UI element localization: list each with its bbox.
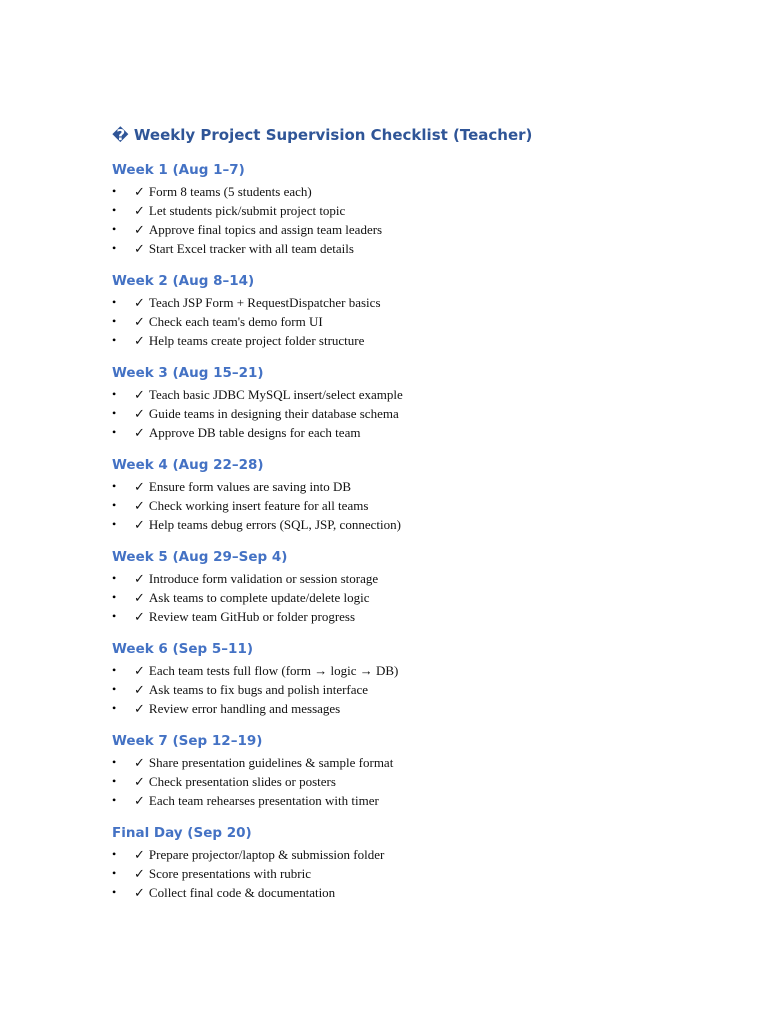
checkmark-icon: ✓ (134, 314, 145, 329)
checkmark-icon: ✓ (134, 571, 145, 586)
checklist-item (112, 845, 732, 864)
bullet-icon: • (112, 847, 117, 861)
checklist-item (112, 569, 732, 588)
checklist-item (112, 588, 732, 607)
bullet-icon: • (112, 387, 117, 401)
checkmark-icon: ✓ (134, 425, 145, 440)
checklist-items (112, 182, 732, 258)
checkmark-icon: ✓ (134, 203, 145, 218)
checkmark-icon: ✓ (134, 682, 145, 697)
checklist-item-text: Approve final topics and assign team leaders (148, 222, 383, 237)
checklist-item (112, 753, 732, 772)
week-heading: Final Day (Sep 20) (112, 825, 252, 841)
bullet-icon: • (112, 609, 117, 623)
bullet-icon: • (112, 295, 117, 309)
week-section (112, 271, 732, 350)
bullet-icon: • (112, 663, 117, 677)
checklist-item-text: Share presentation guidelines & sample format (148, 755, 394, 770)
checkmark-icon: ✓ (134, 333, 145, 348)
week-section (112, 639, 732, 718)
checkmark-icon: ✓ (134, 755, 145, 770)
checklist-items (112, 293, 732, 350)
checklist-item-text: Introduce form validation or session storage (148, 571, 379, 586)
bullet-icon: • (112, 866, 117, 880)
checkmark-icon: ✓ (134, 847, 145, 862)
checklist-item (112, 331, 732, 350)
checkmark-icon: ✓ (134, 241, 145, 256)
week-section (112, 547, 732, 626)
checklist-item-text: Ask teams to fix bugs and polish interface (148, 682, 369, 697)
checkmark-icon: ✓ (134, 866, 145, 881)
checklist-item-text: Form 8 teams (5 students each) (148, 184, 312, 199)
checklist-item-text: Check working insert feature for all teams (148, 498, 369, 513)
bullet-icon: • (112, 885, 117, 899)
checkmark-icon: ✓ (134, 479, 145, 494)
week-section (112, 823, 732, 902)
checklist-item (112, 791, 732, 810)
checkmark-icon: ✓ (134, 701, 145, 716)
checklist-item (112, 404, 732, 423)
bullet-icon: • (112, 184, 117, 198)
bullet-icon: • (112, 774, 117, 788)
checklist-item (112, 661, 732, 680)
checklist-item (112, 477, 732, 496)
week-heading: Week 6 (Sep 5–11) (112, 641, 254, 657)
checklist-item (112, 496, 732, 515)
checklist-item-text: Check presentation slides or posters (148, 774, 336, 789)
checklist-item (112, 220, 732, 239)
checklist-item (112, 293, 732, 312)
checklist-items (112, 661, 732, 718)
checklist-item (112, 680, 732, 699)
checkmark-icon: ✓ (134, 517, 145, 532)
checklist-item-text: Check each team's demo form UI (148, 314, 323, 329)
checklist-item-text: Teach basic JDBC MySQL insert/select example (148, 387, 403, 402)
weeks-container (112, 160, 732, 902)
checklist-item-text: Review team GitHub or folder progress (148, 609, 356, 624)
checkmark-icon: ✓ (134, 609, 145, 624)
checklist-item-text: Review error handling and messages (148, 701, 341, 716)
checklist-document (112, 124, 732, 915)
checklist-item-text: Prepare projector/laptop & submission folder (148, 847, 385, 862)
checkmark-icon: ✓ (134, 774, 145, 789)
checklist-item-text: Approve DB table designs for each team (148, 425, 361, 440)
checkmark-icon: ✓ (134, 222, 145, 237)
checklist-item-text: Help teams create project folder structure (148, 333, 365, 348)
week-section (112, 363, 732, 442)
checklist-item (112, 201, 732, 220)
checklist-item (112, 182, 732, 201)
checklist-item (112, 515, 732, 534)
checklist-item-text: Score presentations with rubric (148, 866, 311, 881)
week-heading: Week 1 (Aug 1–7) (112, 162, 245, 178)
bullet-icon: • (112, 571, 117, 585)
checklist-item-text: Each team rehearses presentation with timer (148, 793, 379, 808)
checklist-items (112, 753, 732, 810)
checkmark-icon: ✓ (134, 663, 145, 678)
checklist-item (112, 312, 732, 331)
checklist-items (112, 385, 732, 442)
bullet-icon: • (112, 222, 117, 236)
checklist-item (112, 772, 732, 791)
checklist-items (112, 845, 732, 902)
checkmark-icon: ✓ (134, 885, 145, 900)
bullet-icon: • (112, 314, 117, 328)
checklist-item-text: Guide teams in designing their database schema (148, 406, 399, 421)
checklist-item (112, 607, 732, 626)
checklist-item-text: Ask teams to complete update/delete logic (148, 590, 370, 605)
week-heading: Week 4 (Aug 22–28) (112, 457, 264, 473)
checklist-item-text: Start Excel tracker with all team details (148, 241, 354, 256)
bullet-icon: • (112, 701, 117, 715)
bullet-icon: • (112, 203, 117, 217)
checklist-item-text: Ensure form values are saving into DB (148, 479, 352, 494)
checklist-item-text: Each team tests full flow (form → logic → DB) (148, 663, 399, 678)
checkmark-icon: ✓ (134, 387, 145, 402)
week-section (112, 160, 732, 258)
checklist-item-text: Let students pick/submit project topic (148, 203, 346, 218)
checklist-item (112, 423, 732, 442)
week-section (112, 731, 732, 810)
bullet-icon: • (112, 517, 117, 531)
bullet-icon: • (112, 425, 117, 439)
checklist-item (112, 883, 732, 902)
checklist-item (112, 239, 732, 258)
bullet-icon: • (112, 241, 117, 255)
checklist-item-text: Help teams debug errors (SQL, JSP, connection) (148, 517, 401, 532)
bullet-icon: • (112, 590, 117, 604)
bullet-icon: • (112, 333, 117, 347)
week-section (112, 455, 732, 534)
checkmark-icon: ✓ (134, 793, 145, 808)
checklist-items (112, 569, 732, 626)
week-heading: Week 2 (Aug 8–14) (112, 273, 255, 289)
week-heading: Week 5 (Aug 29–Sep 4) (112, 549, 288, 565)
checklist-item-text: Teach JSP Form + RequestDispatcher basics (148, 295, 381, 310)
checklist-item-text: Collect final code & documentation (148, 885, 336, 900)
checklist-item (112, 864, 732, 883)
checkmark-icon: ✓ (134, 295, 145, 310)
document-title: � Weekly Project Supervision Checklist (Teacher) (112, 126, 533, 144)
bullet-icon: • (112, 682, 117, 696)
week-heading: Week 3 (Aug 15–21) (112, 365, 264, 381)
checkmark-icon: ✓ (134, 184, 145, 199)
bullet-icon: • (112, 406, 117, 420)
checkmark-icon: ✓ (134, 498, 145, 513)
week-heading: Week 7 (Sep 12–19) (112, 733, 263, 749)
checkmark-icon: ✓ (134, 406, 145, 421)
checkmark-icon: ✓ (134, 590, 145, 605)
bullet-icon: • (112, 498, 117, 512)
bullet-icon: • (112, 793, 117, 807)
checklist-item (112, 699, 732, 718)
checklist-items (112, 477, 732, 534)
bullet-icon: • (112, 479, 117, 493)
checklist-item (112, 385, 732, 404)
bullet-icon: • (112, 755, 117, 769)
